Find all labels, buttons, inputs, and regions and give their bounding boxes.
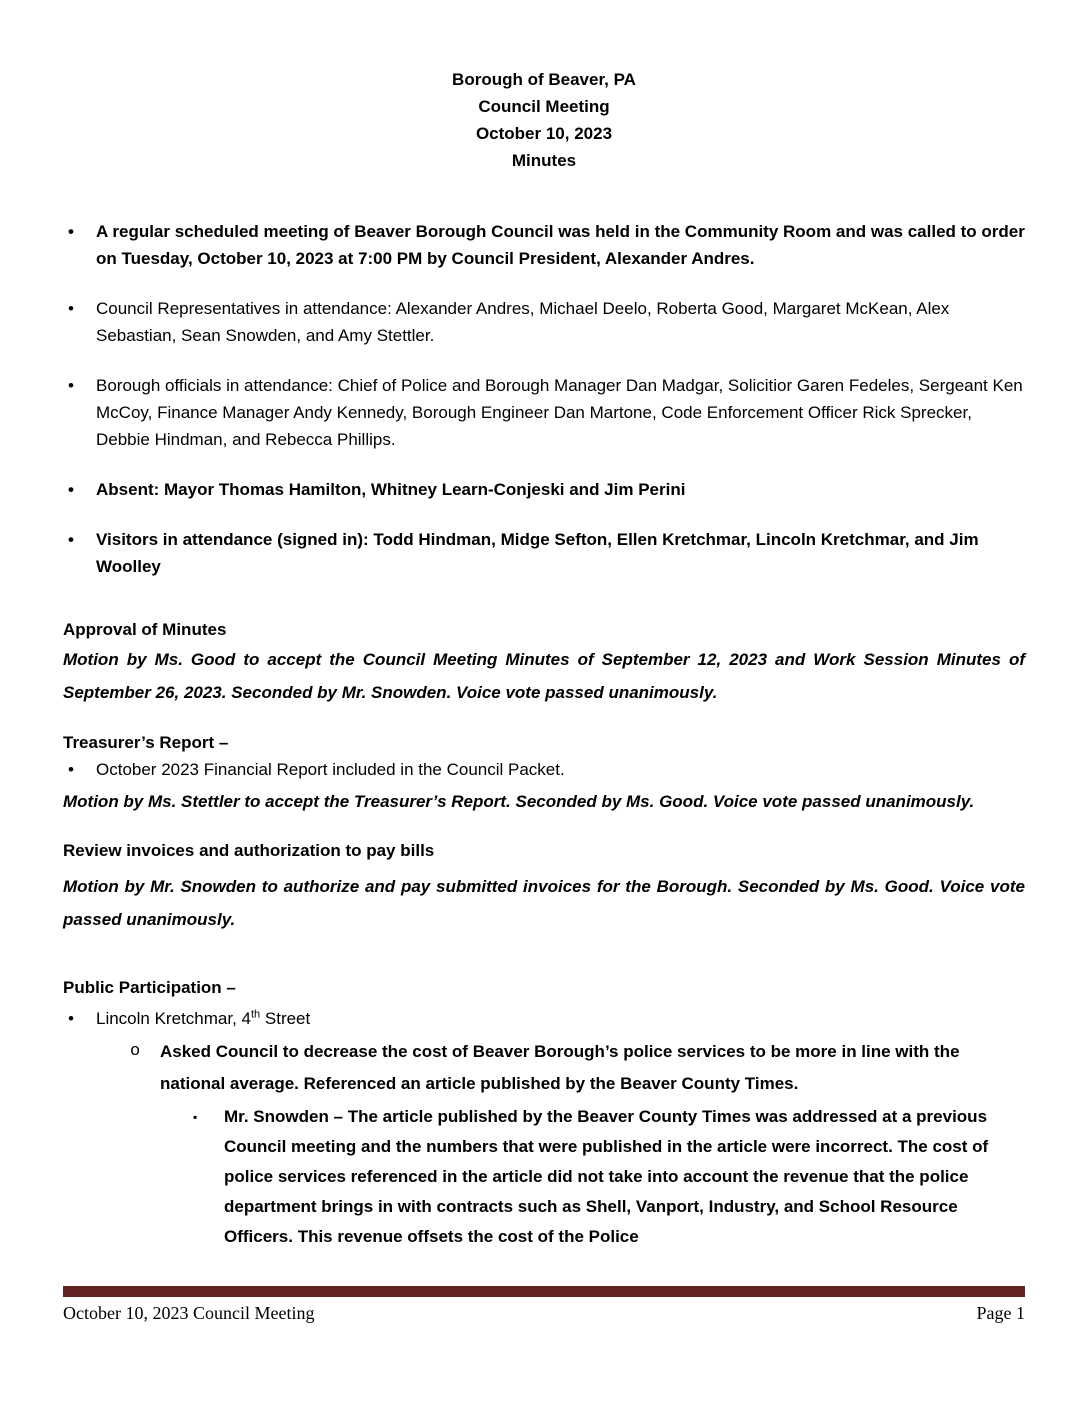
bullet-text: Borough officials in attendance: Chief of Police and Borough Manager Dan Madgar, Solicitior Garen Fedeles, Sergeant Ken McCoy, Finance Manager Andy Kennedy, Borough Engineer Dan Martone, Code Enforcement Officer Rick Sprecker, Debbie Hindman, and Rebecca Phillips. bbox=[96, 376, 1023, 449]
bullet-text: Council Representatives in attendance: Alexander Andres, Michael Deelo, Roberta Good, Margaret McKean, Alex Sebastian, Sean Snowden, and Amy Stettler. bbox=[96, 299, 950, 345]
footer-left-text: October 10, 2023 Council Meeting bbox=[63, 1303, 315, 1323]
bullet-text: Absent: Mayor Thomas Hamilton, Whitney Learn-Conjeski and Jim Perini bbox=[96, 480, 686, 499]
public-participation-heading: Public Participation – bbox=[63, 978, 236, 997]
sub-bullet-text: Asked Council to decrease the cost of Beaver Borough’s police services to be more in line with the national average. Referenced an article published by the Beaver County Times. bbox=[160, 1042, 960, 1093]
bullet-dot-icon: • bbox=[68, 299, 74, 318]
bullet-speaker bbox=[63, 1004, 1025, 1034]
invoices-heading: Review invoices and authorization to pay bills bbox=[63, 841, 435, 860]
title-line-meeting-type: Council Meeting bbox=[478, 97, 610, 116]
bullet-absent bbox=[63, 476, 1025, 503]
page-footer bbox=[63, 1286, 1025, 1324]
footer-divider-bar bbox=[63, 1286, 1025, 1297]
bullet-square-icon: ▪ bbox=[193, 1110, 198, 1124]
speaker-name-suffix: Street bbox=[260, 1009, 311, 1028]
bullet-borough-officials bbox=[63, 372, 1025, 453]
bullet-financial-report bbox=[63, 756, 1025, 783]
footer-text-row bbox=[63, 1302, 1025, 1324]
bullet-dot-icon: • bbox=[68, 376, 74, 395]
ordinal-superscript: th bbox=[250, 1008, 261, 1021]
sub-bullet-speaker-point bbox=[63, 1036, 1025, 1100]
footer-page-number: Page 1 bbox=[976, 1303, 1025, 1323]
bullet-dot-icon: • bbox=[68, 222, 74, 241]
sub-sub-bullet-snowden-response bbox=[63, 1102, 1025, 1252]
title-line-date: October 10, 2023 bbox=[475, 124, 613, 143]
public-participation-section bbox=[63, 974, 1025, 1252]
bullet-visitors bbox=[63, 526, 1025, 580]
title-line-organization: Borough of Beaver, PA bbox=[452, 70, 636, 89]
bullet-meeting-called-to-order bbox=[63, 218, 1025, 272]
approval-heading: Approval of Minutes bbox=[63, 620, 227, 639]
bullet-dot-icon: • bbox=[68, 530, 74, 549]
treasurers-report-section bbox=[63, 729, 1025, 821]
title-line-minutes: Minutes bbox=[511, 151, 577, 170]
approval-of-minutes-section bbox=[63, 616, 1025, 709]
speaker-name bbox=[96, 1009, 310, 1028]
intro-bullet-list bbox=[63, 218, 1025, 580]
bullet-dot-icon: • bbox=[68, 480, 74, 499]
bullet-text: A regular scheduled meeting of Beaver Borough Council was held in the Community Room and was called to order on Tuesday, October 10, 2023 at 7:00 PM by Council President, Alexander Andres. bbox=[96, 222, 1025, 268]
sub-sub-bullet-text: Mr. Snowden – The article published by the Beaver County Times was addressed at a previous Council meeting and the numbers that were published in the article were incorrect. The cost of police services referenced in the article did not take into account the revenue that the police department brings in with contracts such as Shell, Vanport, Industry, and School Resource Officers. This revenue offsets the cost of the Police bbox=[224, 1107, 989, 1246]
bullet-council-representatives bbox=[63, 295, 1025, 349]
approval-motion-text: Motion by Ms. Good to accept the Council Meeting Minutes of September 12, 2023 and Work Session Minutes of September 26, 2023. Seconded by Mr. Snowden. Voice vote passed unanimously. bbox=[63, 650, 1025, 702]
bullet-dot-icon: • bbox=[68, 760, 74, 779]
bullet-dot-icon: • bbox=[68, 1009, 74, 1028]
treasurer-heading: Treasurer’s Report – bbox=[63, 733, 229, 752]
document-title-block bbox=[63, 66, 1025, 174]
speaker-name-prefix: Lincoln Kretchmar, 4 bbox=[96, 1009, 251, 1028]
bullet-text: October 2023 Financial Report included in the Council Packet. bbox=[96, 760, 565, 779]
bullet-text: Visitors in attendance (signed in): Todd Hindman, Midge Sefton, Ellen Kretchmar, Lincoln Kretchmar, and Jim Woolley bbox=[96, 530, 979, 576]
review-invoices-section bbox=[63, 837, 1025, 936]
treasurer-motion-text: Motion by Ms. Stettler to accept the Treasurer’s Report. Seconded by Ms. Good. Voice vote passed unanimously. bbox=[63, 792, 975, 811]
bullet-circle-icon: o bbox=[130, 1042, 141, 1061]
invoices-motion-text: Motion by Mr. Snowden to authorize and pay submitted invoices for the Borough. Seconded by Ms. Good. Voice vote passed unanimously. bbox=[63, 877, 1025, 929]
